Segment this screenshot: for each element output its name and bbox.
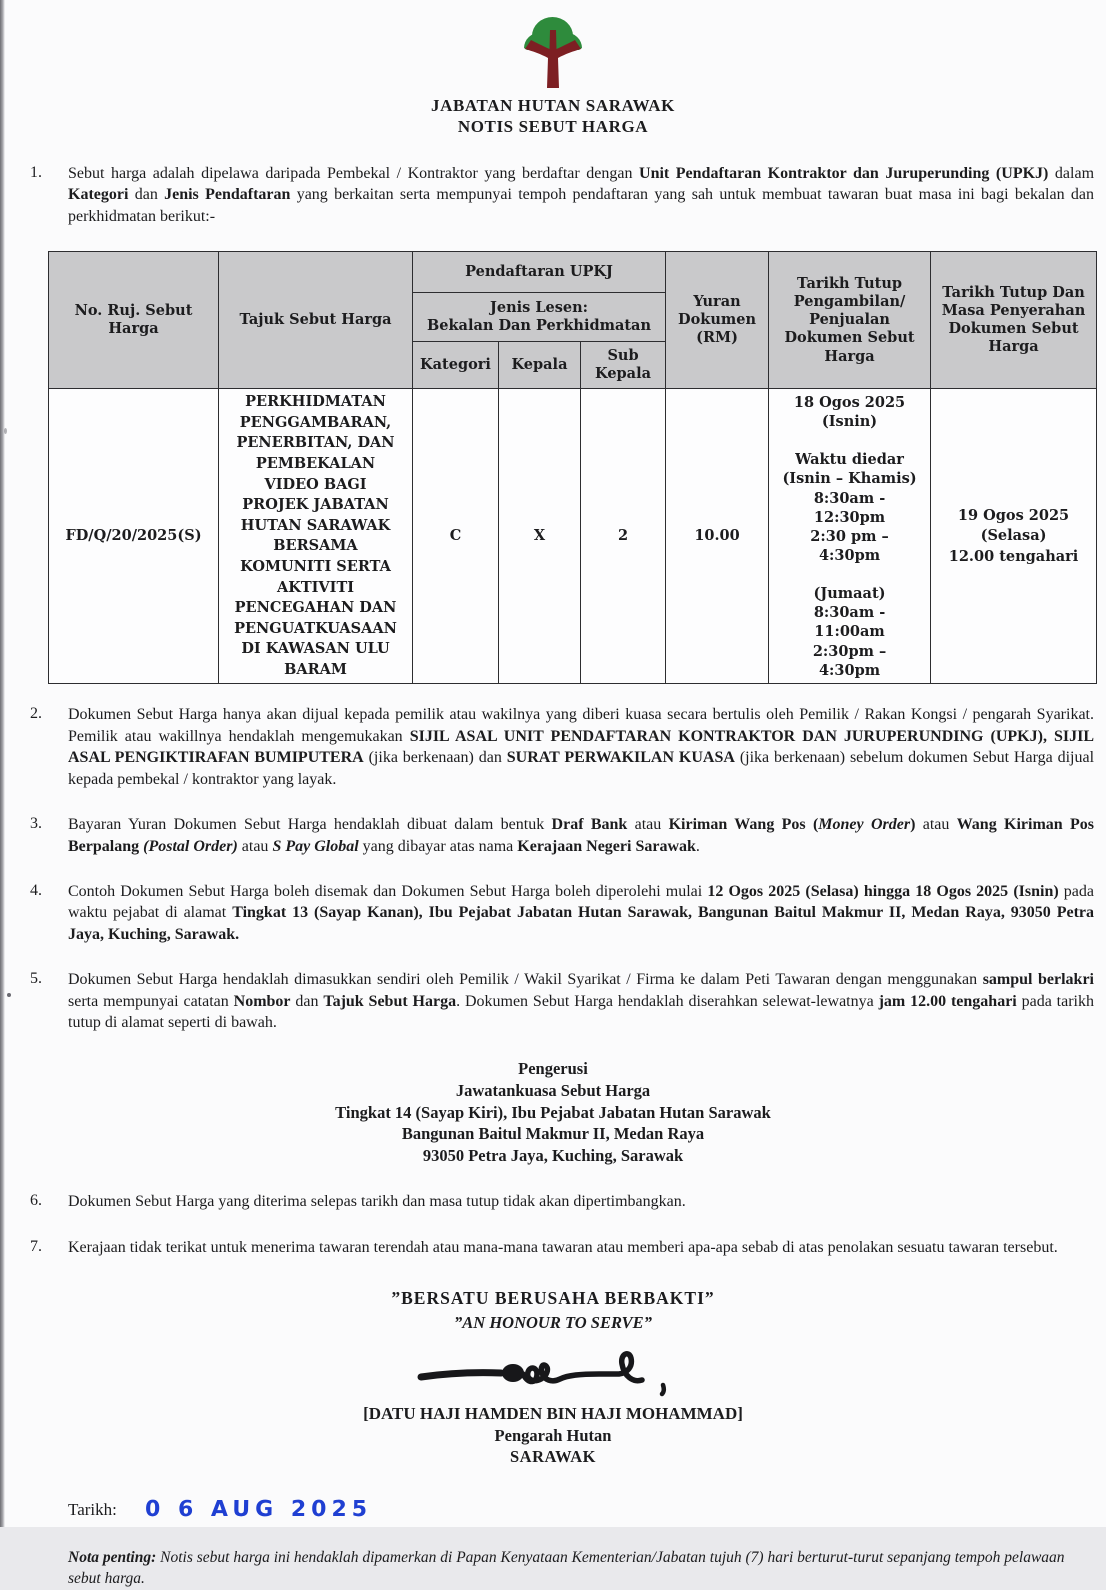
- handwritten-signature: [413, 1341, 693, 1403]
- col-header-tarikh-penyerahan: Tarikh Tutup Dan Masa Penyerahan Dokumen Sebut Harga: [931, 252, 1097, 389]
- clause-text: Sebut harga adalah dipelawa daripada Pembekal / Kontraktor yang berdaftar dengan Unit Pendaftaran Kontraktor dan Juruperunding (UPKJ) dalam Kategori dan Jenis Pendaftaran yang berkaitan serta mempunyai tempoh pendaftaran yang sah untuk membuat tawaran buat masa ini bagi bekalan dan perkhidmatan berikut:-: [68, 165, 1095, 225]
- clause-5: [0, 969, 1106, 1033]
- cell-no-ruj: FD/Q/20/2025(S): [49, 389, 219, 684]
- letterhead: [0, 0, 1106, 137]
- signatory-name: [DATU HAJI HAMDEN BIN HAJI MOHAMMAD]: [363, 1404, 743, 1424]
- cell-yuran: 10.00: [666, 389, 769, 684]
- clause-text: Bayaran Yuran Dokumen Sebut Harga hendaklah dibuat dalam bentuk Draf Bank atau Kiriman Wang Pos (Money Order) atau Wang Kiriman Pos Berpalang (Postal Order) atau S Pay Global yang dibayar atas nama Kerajaan Negeri Sarawak.: [68, 816, 1095, 855]
- clause-1: [0, 163, 1106, 227]
- clause-text: Dokumen Sebut Harga hendaklah dimasukkan sendiri oleh Pemilik / Wakil Syarikat / Firma ke dalam Peti Tawaran dengan menggunakan sampul berlakri serta mempunyai catatan Nombor dan Tajuk Sebut Harga. Dokumen Sebut Harga hendaklah diserahkan selewat-lewatnya jam 12.00 tengahari pada tarikh tutup di alamat seperti di bawah.: [68, 971, 1094, 1032]
- col-header-no-ruj: No. Ruj. Sebut Harga: [49, 252, 219, 389]
- organization-name: JABATAN HUTAN SARAWAK: [430, 96, 675, 115]
- signatory-region: SARAWAK: [509, 1447, 597, 1467]
- scan-speck: [7, 993, 11, 997]
- col-header-tajuk: Tajuk Sebut Harga: [219, 252, 413, 389]
- cell-sub-kepala: 2: [581, 389, 666, 684]
- date-row: [68, 1497, 1106, 1522]
- col-header-sub-kepala: Sub Kepala: [581, 342, 666, 389]
- col-header-kepala: Kepala: [499, 342, 581, 389]
- date-stamp: 0 6 AUG 2025: [144, 1497, 373, 1523]
- clause-text: Contoh Dokumen Sebut Harga boleh disemak dan Dokumen Sebut Harga boleh diperolehi mulai 12 Ogos 2025 (Selasa) hingga 18 Ogos 2025 (Isnin) pada waktu pejabat di alamat Tingkat 13 (Sayap Kanan), Ibu Pejabat Jabatan Hutan Sarawak, Bangunan Baitul Makmur II, Medan Raya, 93050 Petra Jaya, Kuching, Sarawak.: [68, 883, 1095, 943]
- scan-edge-artifact: [0, 0, 5, 1527]
- cell-tarikh-pengambilan: 18 Ogos 2025 (Isnin) Waktu diedar (Isnin – Khamis) 8:30am - 12:30pm 2:30 pm – 4:30pm (Jumaat) 8:30am - 11:00am 2:30pm – 4:30pm: [769, 389, 931, 684]
- clause-text: Dokumen Sebut Harga yang diterima selepas tarikh dan masa tutup tidak akan dipertimbangkan.: [68, 1193, 686, 1211]
- clause-7: [0, 1237, 1106, 1258]
- forest-department-tree-logo-icon: [512, 12, 594, 92]
- document-title: NOTIS SEBUT HARGA: [457, 117, 649, 136]
- scan-speck: [4, 428, 7, 434]
- col-header-kategori: Kategori: [413, 342, 499, 389]
- motto-english: ”AN HONOUR TO SERVE”: [454, 1313, 652, 1333]
- signatory-title: Pengarah Hutan: [494, 1426, 612, 1446]
- clause-text: Kerajaan tidak terikat untuk menerima tawaran terendah atau mana-mana tawaran atau memberi apa-apa sebab di atas penolakan sesuatu tawaran tersebut.: [68, 1238, 1058, 1256]
- jenis-lesen-line2: Bekalan Dan Perkhidmatan: [427, 317, 651, 335]
- col-header-tarikh-pengambilan: Tarikh Tutup Pengambilan/ Penjualan Dokumen Sebut Harga: [769, 252, 931, 389]
- clause-text: Dokumen Sebut Harga hanya akan dijual kepada pemilik atau wakilnya yang diberi kuasa secara bertulis oleh Pemilik / Rakan Kongsi / pengarah Syarikat. Pemilik atau wakillnya hendaklah mengemukakan SIJIL ASAL UNIT PENDAFTARAN KONTRAKTOR DAN JURUPERUNDING (UPKJ), SIJIL ASAL PENGIKTIRAFAN BUMIPUTERA (jika berkenaan) dan SURAT PERWAKILAN KUASA (jika berkenaan) sebelum dokumen Sebut Harga dijual kepada pembekal / kontraktor yang layak.: [68, 706, 1095, 788]
- motto-malay: ”BERSATU BERUSAHA BERBAKTI”: [391, 1288, 715, 1309]
- notice-clauses: [0, 163, 1106, 1258]
- important-note: Nota penting: Notis sebut harga ini hendaklah dipamerkan di Papan Kenyataan Kementerian/Jabatan tujuh (7) hari berturut-turut sepanjang tempoh pelawaan sebut harga.: [68, 1549, 1065, 1588]
- cell-kategori: C: [413, 389, 499, 684]
- clause-number: 2.: [30, 705, 42, 723]
- clause-3: [0, 814, 1106, 857]
- clause-6: [0, 1191, 1106, 1212]
- quotation-table: [48, 251, 1097, 684]
- col-header-pendaftaran-upkj: Pendaftaran UPKJ: [413, 252, 666, 293]
- clause-number: 3.: [30, 815, 42, 833]
- cell-tajuk: PERKHIDMATAN PENGGAMBARAN, PENERBITAN, DAN PEMBEKALAN VIDEO BAGI PROJEK JABATAN HUTAN SARAWAK BERSAMA KOMUNITI SERTA AKTIVITI PENCEGAHAN DAN PENGUATKUASAAN DI KAWASAN ULU BARAM: [219, 389, 413, 684]
- jenis-lesen-line1: Jenis Lesen:: [489, 299, 589, 317]
- cell-tarikh-penyerahan: 19 Ogos 2025 (Selasa) 12.00 tengahari: [931, 389, 1097, 684]
- clause-number: 5.: [30, 970, 42, 988]
- cell-kepala: X: [499, 389, 581, 684]
- col-header-jenis-lesen: [413, 293, 666, 342]
- submission-address-block: Pengerusi Jawatankuasa Sebut Harga Tingkat 14 (Sayap Kiri), Ibu Pejabat Jabatan Hutan Sarawak Bangunan Baitul Makmur II, Medan Raya 93050 Petra Jaya, Kuching, Sarawak: [335, 1058, 771, 1166]
- quotation-row: [49, 389, 1097, 684]
- clause-number: 7.: [30, 1237, 42, 1255]
- date-label: Tarikh:: [68, 1499, 117, 1519]
- clause-number: 4.: [30, 882, 42, 900]
- clause-2: [0, 704, 1106, 790]
- signature-area: [0, 1341, 1106, 1467]
- clause-number: 6.: [30, 1192, 42, 1210]
- clause-4: [0, 881, 1106, 945]
- col-header-yuran: Yuran Dokumen (RM): [666, 252, 769, 389]
- clause-number: 1.: [30, 164, 42, 181]
